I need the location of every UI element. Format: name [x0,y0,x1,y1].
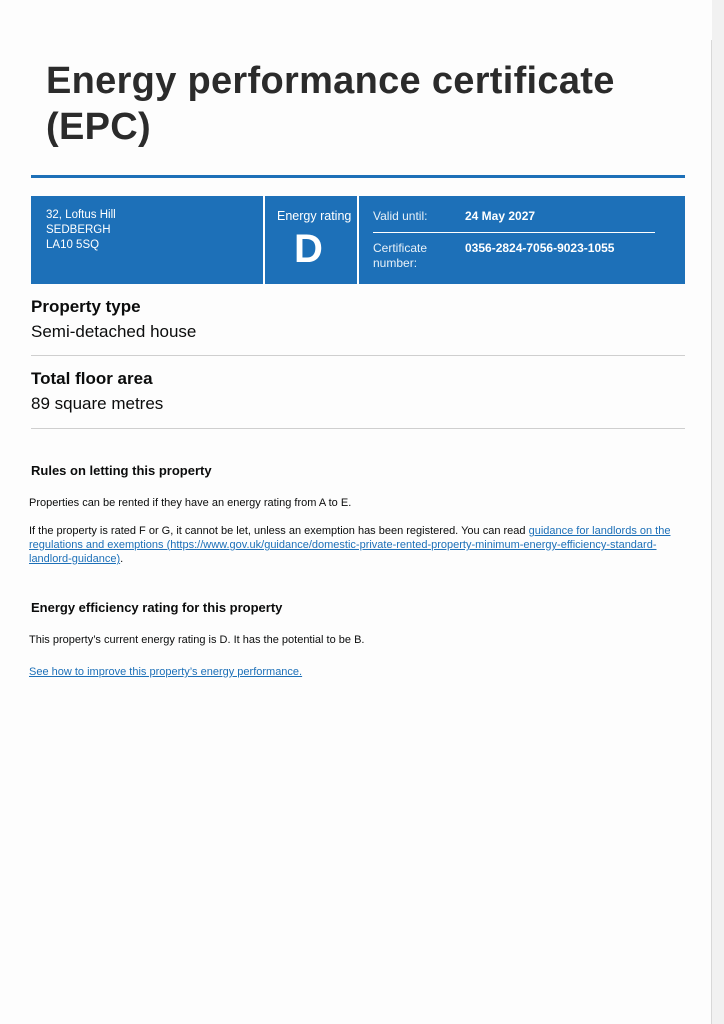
certificate-label-line-2: number: [373,256,418,270]
improve-performance-link[interactable]: See how to improve this property’s energy performance. [29,666,303,678]
certificate-label-line-1: Certificate [373,241,428,255]
page-edge-line [711,40,712,1024]
floor-area-value: 89 square metres [31,394,164,413]
certificate-number-value: 0356-2824-7056-9023-1055 [465,241,615,255]
energy-rating-label: Energy rating [277,209,352,223]
address-line-3: LA10 5SQ [46,239,100,251]
letting-rules-paragraph-2 [29,524,685,566]
summary-divider-1 [263,196,265,284]
improvement-link-paragraph [29,665,685,679]
letting-rules-paragraph-1: Properties can be rented if they have an energy rating from A to E. [29,497,352,509]
page-edge-shadow [712,0,724,1024]
letting-rules-suffix: . [120,553,124,565]
letting-rules-heading: Rules on letting this property [31,463,212,478]
section-divider-1 [31,355,685,356]
epc-summary-box [31,196,685,284]
efficiency-heading: Energy efficiency rating for this property [31,600,283,615]
certificate-number-label [373,241,427,271]
address-line-1: 32, Loftus Hill [46,209,116,221]
property-type-value: Semi-detached house [31,322,197,341]
energy-rating-value: D [294,227,323,271]
floor-area-heading: Total floor area [31,369,153,388]
landlord-guidance-link[interactable]: guidance for landlords on the regulations and exemptions (https://www.gov.uk/guidance/domestic-private-rented-property-minimum-energy-efficiency-standard-landlord-guidance) [29,525,671,565]
summary-divider-2 [357,196,359,284]
title-line-1: Energy performance certificate [46,60,615,102]
valid-until-label: Valid until: [373,209,428,223]
valid-until-value: 24 May 2027 [465,209,536,223]
efficiency-paragraph: This property’s current energy rating is D. It has the potential to be B. [29,634,365,646]
page-title [46,58,666,150]
title-line-2: (EPC) [46,106,151,148]
title-rule [31,175,685,178]
section-divider-2 [31,428,685,429]
summary-divider-h [373,232,655,233]
property-type-heading: Property type [31,297,141,316]
property-address [46,208,116,253]
address-line-2: SEDBERGH [46,224,111,236]
letting-rules-text: If the property is rated F or G, it cannot be let, unless an exemption has been registered. You can read [29,525,529,537]
